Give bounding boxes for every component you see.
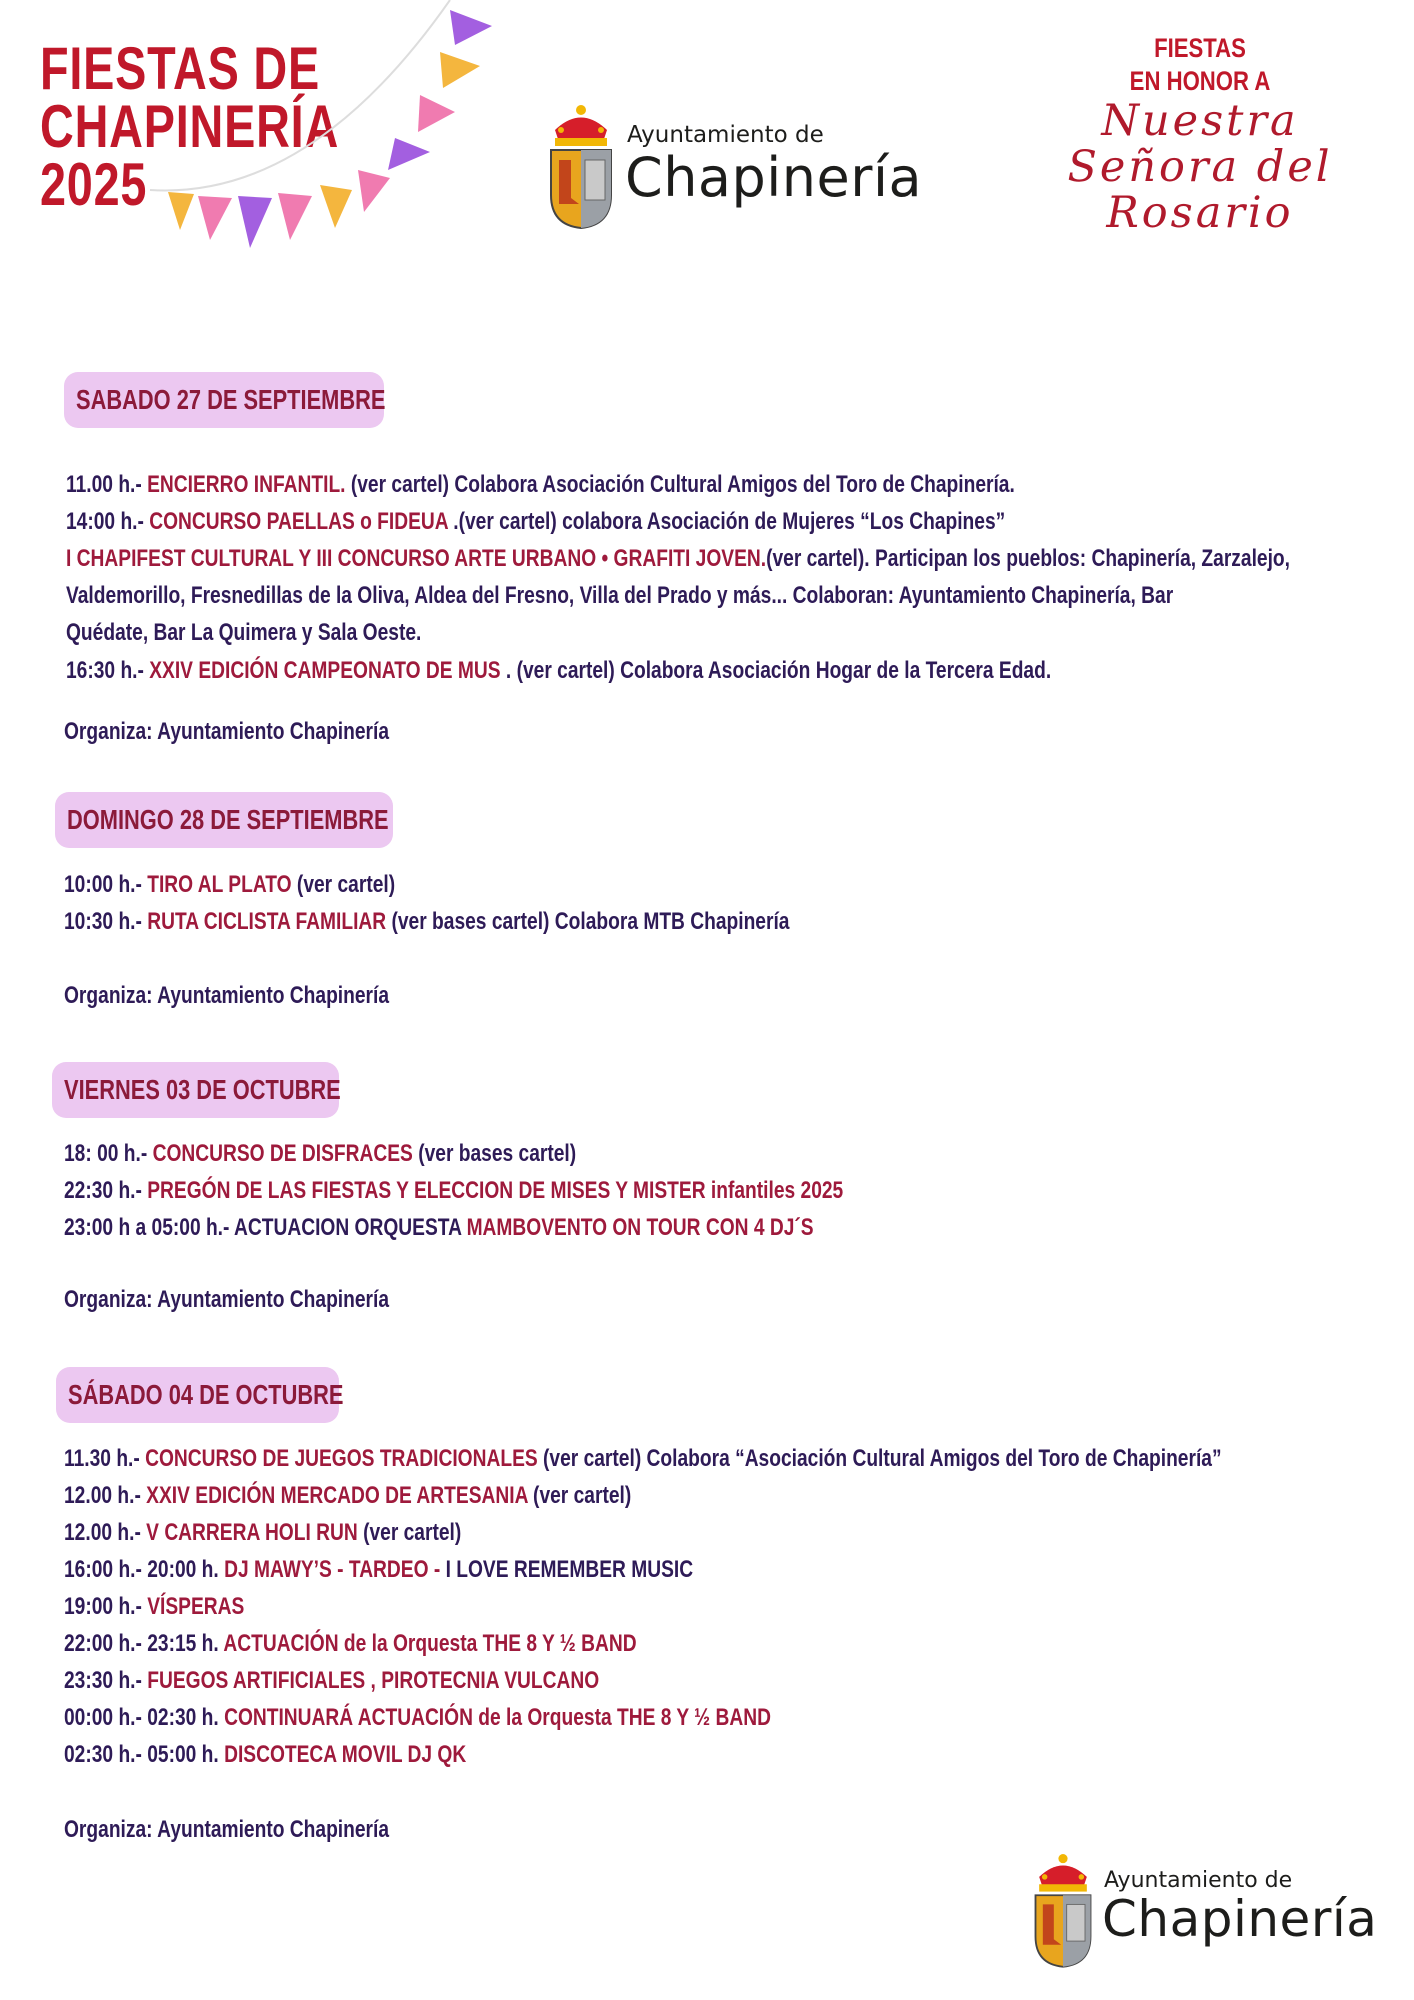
event-detail: Valdemorillo, Fresnedillas de la Oliva, Aldea del Fresno, Villa del Prado y más... Colaboran: Ayuntamiento Chapinería, Bar (66, 582, 1174, 609)
event-line (64, 907, 789, 937)
event-name: PREGÓN DE LAS FIESTAS Y ELECCION DE MISES Y MISTER infantiles 2025 (147, 1177, 844, 1204)
event-line (66, 581, 1173, 611)
event-detail: 19:00 h.- (64, 1593, 148, 1620)
ayuntamiento-logo-footer (1030, 1848, 1400, 1978)
day-header-sabado-04 (56, 1367, 344, 1423)
event-name: I CHAPIFEST CULTURAL Y III CONCURSO ARTE URBANO • GRAFITI JOVEN. (66, 545, 767, 572)
event-name: CONCURSO PAELLAS o FIDEUA (149, 508, 448, 535)
dedication-script-3: Rosario (1106, 188, 1294, 238)
dedication-line-1: FIESTAS (1154, 33, 1246, 63)
logo-line-2: Chapinería (1102, 1890, 1378, 1948)
event-detail: 23:00 h a 05:00 h.- ACTUACION ORQUESTA (64, 1214, 467, 1241)
organizer-note: Organiza: Ayuntamiento Chapinería (64, 718, 390, 745)
event-name: CONTINUARÁ ACTUACIÓN de la Orquesta THE 8 Y ½ BAND (224, 1704, 771, 1731)
ayuntamiento-logo (545, 100, 945, 235)
event-detail: 11.00 h.- (66, 471, 148, 498)
event-name: CONCURSO DE DISFRACES (152, 1140, 413, 1167)
logo-line-1: Ayuntamiento de (1104, 1868, 1293, 1893)
event-detail: 11.30 h.- (64, 1445, 146, 1472)
event-name: DJ MAWY’S - TARDEO - (224, 1556, 441, 1583)
event-detail: . (ver cartel) Colabora Asociación Hogar de la Tercera Edad. (500, 657, 1052, 684)
event-detail: (ver cartel) (291, 871, 396, 898)
event-detail: 12.00 h.- (64, 1482, 147, 1509)
event-line (64, 1555, 693, 1585)
event-name: MAMBOVENTO ON TOUR CON 4 DJ´S (466, 1214, 814, 1241)
event-line (66, 618, 421, 648)
event-line (64, 1176, 843, 1206)
event-line (64, 1518, 461, 1548)
event-detail: .(ver cartel) colabora Asociación de Mujeres “Los Chapines” (447, 508, 1006, 535)
event-detail: (ver bases cartel) (412, 1140, 577, 1167)
dedication-line-2: EN HONOR A (1129, 66, 1271, 96)
event-name: DISCOTECA MOVIL DJ QK (224, 1741, 467, 1768)
event-detail: (ver cartel). Participan los pueblos: Chapinería, Zarzalejo, (766, 545, 1290, 572)
event-detail: (ver cartel) Colabora Asociación Cultural Amigos del Toro de Chapinería. (345, 471, 1015, 498)
event-detail: 14:00 h.- (66, 508, 150, 535)
coat-of-arms-icon (1030, 1848, 1096, 1970)
event-name: TIRO AL PLATO (147, 871, 292, 898)
logo-line-2: Chapinería (625, 146, 923, 209)
organizer-note: Organiza: Ayuntamiento Chapinería (64, 982, 390, 1009)
day-label: DOMINGO 28 DE SEPTIEMBRE (67, 804, 389, 835)
event-name: XXIV EDICIÓN MERCADO DE ARTESANIA (146, 1482, 528, 1509)
event-detail: 22:00 h.- 23:15 h. (64, 1630, 224, 1657)
event-line (64, 1703, 771, 1733)
event-line (66, 470, 1015, 500)
event-detail: 22:30 h.- (64, 1177, 148, 1204)
event-name: ENCIERRO INFANTIL. (147, 471, 346, 498)
bunting-decoration (150, 0, 510, 270)
event-name: VÍSPERAS (147, 1593, 245, 1620)
event-name: FUEGOS ARTIFICIALES , PIROTECNIA VULCANO (147, 1667, 600, 1694)
event-name: V CARRERA HOLI RUN (146, 1519, 358, 1546)
event-detail: 10:30 h.- (64, 908, 148, 935)
title-line-2: CHAPINERÍA (40, 93, 340, 160)
event-name: CONCURSO DE JUEGOS TRADICIONALES (145, 1445, 538, 1472)
event-line (64, 1666, 599, 1696)
day-header-sabado-27 (64, 372, 384, 428)
event-detail: 23:30 h.- (64, 1667, 148, 1694)
event-detail: 16:30 h.- (66, 657, 150, 684)
event-line (66, 544, 1290, 574)
event-detail: 16:00 h.- 20:00 h. (64, 1556, 225, 1583)
day-label: VIERNES 03 DE OCTUBRE (64, 1074, 341, 1105)
event-line (64, 1213, 814, 1243)
event-line (66, 507, 1005, 537)
event-line (66, 656, 1051, 686)
dedication-script-1: Nuestra (1101, 96, 1299, 146)
event-line (64, 1481, 631, 1511)
dedication-title (1050, 32, 1350, 236)
day-header-viernes-03 (52, 1062, 339, 1118)
event-detail: 00:00 h.- 02:30 h. (64, 1704, 225, 1731)
event-name: ACTUACIÓN de la Orquesta THE 8 Y ½ BAND (223, 1630, 637, 1657)
coat-of-arms-icon (545, 100, 617, 230)
event-name: XXIV EDICIÓN CAMPEONATO DE MUS (149, 657, 501, 684)
day-header-domingo-28 (55, 792, 393, 848)
organizer-note: Organiza: Ayuntamiento Chapinería (64, 1816, 390, 1843)
event-line (64, 1592, 244, 1622)
event-detail: 02:30 h.- 05:00 h. (64, 1741, 225, 1768)
event-detail: 18: 00 h.- (64, 1140, 153, 1167)
title-line-3: 2025 (40, 151, 148, 218)
event-detail: 10:00 h.- (64, 871, 148, 898)
dedication-script-2: Señora del (1067, 142, 1333, 192)
title-line-1: FIESTAS DE (40, 35, 320, 102)
event-line (64, 1629, 637, 1659)
event-detail: (ver cartel) (357, 1519, 462, 1546)
organizer-note: Organiza: Ayuntamiento Chapinería (64, 1286, 390, 1313)
event-line (64, 1444, 1222, 1474)
event-detail: I LOVE REMEMBER MUSIC (440, 1556, 694, 1583)
event-line (64, 870, 395, 900)
event-line (64, 1139, 576, 1169)
event-detail: (ver bases cartel) Colabora MTB Chapinería (386, 908, 790, 935)
event-detail: 12.00 h.- (64, 1519, 147, 1546)
event-detail: (ver cartel) (527, 1482, 632, 1509)
logo-line-1: Ayuntamiento de (627, 122, 824, 148)
event-detail: Quédate, Bar La Quimera y Sala Oeste. (66, 619, 422, 646)
day-label: SABADO 27 DE SEPTIEMBRE (76, 384, 386, 415)
event-line (64, 1740, 466, 1770)
event-detail: (ver cartel) Colabora “Asociación Cultural Amigos del Toro de Chapinería” (537, 1445, 1222, 1472)
day-label: SÁBADO 04 DE OCTUBRE (68, 1379, 344, 1410)
event-name: RUTA CICLISTA FAMILIAR (147, 908, 387, 935)
